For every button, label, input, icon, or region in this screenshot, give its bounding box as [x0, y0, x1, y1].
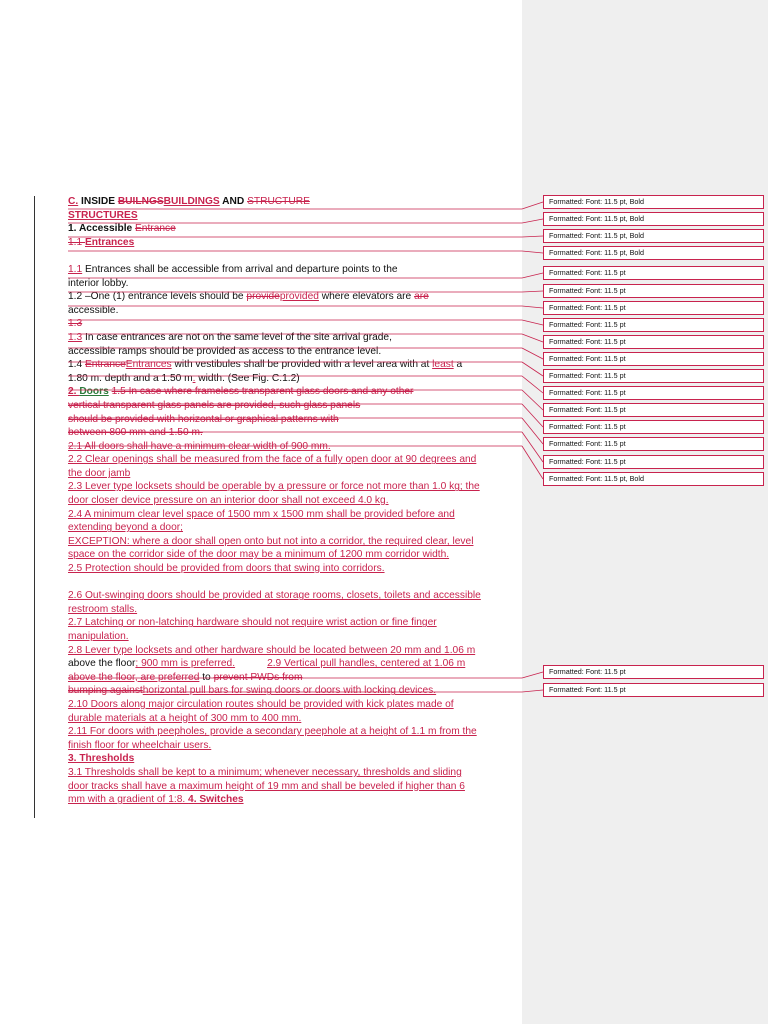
document-line	[68, 209, 518, 223]
document-line	[68, 494, 518, 508]
text-run: space on the corridor side of the door may be a minimum of 1200 mm corridor width.	[68, 549, 450, 561]
text-run: BUILDINGS	[163, 196, 220, 207]
text-run: durable materials at a height of 300 mm to 400 mm.	[68, 712, 302, 724]
text-run: prevent PWDs from	[213, 671, 303, 683]
document-line	[68, 385, 518, 399]
text-run: 2.	[68, 386, 80, 398]
text-run: 1.4	[68, 359, 85, 371]
document-line	[68, 399, 518, 413]
text-run: are	[414, 291, 429, 303]
document-line	[68, 440, 518, 454]
document-line	[68, 698, 518, 712]
text-run: INSIDE	[78, 196, 118, 207]
text-run: BUILNGS	[117, 196, 164, 207]
document-line	[68, 535, 518, 549]
text-run: should be provided with horizontal or graphical patterns with	[68, 413, 339, 425]
formatting-comment-balloon[interactable]: Formatted: Font: 11.5 pt, Bold	[543, 246, 764, 260]
document-line	[68, 331, 518, 345]
document-line	[68, 263, 518, 277]
text-run: 2.2 Clear openings shall be measured from the face of a fully open door at 90 degrees and	[68, 454, 477, 466]
text-run: mm with a gradient of 1:8.	[68, 794, 189, 806]
text-run: 2.9 Vertical pull handles, centered at 1.06 m	[267, 658, 466, 670]
formatting-comment-balloon[interactable]: Formatted: Font: 11.5 pt	[543, 403, 764, 417]
text-run: Entrance	[85, 359, 126, 371]
text-run: manipulation.	[68, 631, 129, 642]
text-run: ; 900 mm is preferred.	[135, 658, 236, 670]
document-line	[68, 413, 518, 427]
document-line	[68, 317, 518, 331]
formatting-comment-balloon[interactable]: Formatted: Font: 11.5 pt	[543, 455, 764, 469]
document-line	[68, 290, 518, 304]
text-run: the door jamb	[68, 467, 131, 479]
text-run: vertical transparent glass panels are provided, such glass panels	[68, 399, 361, 411]
formatting-comment-balloon[interactable]: Formatted: Font: 11.5 pt	[543, 386, 764, 400]
text-run: 2.3 Lever type locksets should be operable by a pressure or force not more than 1.0 kg; the	[68, 481, 480, 493]
document-line	[68, 752, 518, 766]
document-line	[68, 562, 518, 576]
text-run: with vestibules shall be provided with a level area with at	[171, 359, 433, 371]
text-run: restroom stalls.	[68, 603, 138, 615]
text-run: 3.1 Thresholds shall be kept to a minimum; whenever necessary, thresholds and sliding	[68, 766, 462, 778]
document-line	[68, 358, 518, 372]
document-line	[68, 195, 518, 209]
text-run: 1.3	[68, 318, 83, 330]
text-run: In case entrances are not on the same level of the site arrival grade,	[82, 331, 392, 343]
text-run: C.	[68, 196, 79, 207]
formatting-comment-balloon[interactable]: Formatted: Font: 11.5 pt	[543, 352, 764, 366]
text-run: Entrances	[85, 236, 135, 248]
document-body[interactable]	[68, 195, 518, 807]
text-run: 1.2 –One (1) entrance levels should be	[68, 291, 247, 303]
text-run: 1.1	[68, 263, 83, 275]
text-run: to	[199, 671, 214, 683]
document-line	[68, 616, 518, 630]
text-run: STRUCTURE	[247, 196, 310, 207]
text-run: 1. Accessible	[68, 223, 136, 235]
text-run: a	[453, 359, 463, 371]
formatting-comment-balloon[interactable]: Formatted: Font: 11.5 pt	[543, 266, 764, 280]
text-run: bumping against	[68, 685, 143, 697]
document-line	[68, 644, 518, 658]
document-line	[68, 793, 518, 807]
document-line	[68, 508, 518, 522]
text-run: door tracks shall have a maximum height of 19 mm and shall be beveled if higher than 6	[68, 780, 465, 792]
document-line	[68, 426, 518, 440]
text-run: 3. Thresholds	[68, 753, 135, 765]
text-run: Entrances shall be accessible from arrival and departure points to the	[82, 263, 398, 275]
text-run: 2.4 A minimum clear level space of 1500 mm x 1500 mm shall be provided before and	[68, 508, 455, 520]
document-line	[68, 780, 518, 794]
text-run: finish floor for wheelchair users.	[68, 739, 212, 751]
text-run: 1.1	[68, 236, 85, 248]
document-line	[68, 603, 518, 617]
text-run: 1.80 m. depth and a 1.50 m	[68, 372, 193, 384]
formatting-comment-balloon[interactable]: Formatted: Font: 11.5 pt, Bold	[543, 472, 764, 486]
formatting-comment-balloon[interactable]: Formatted: Font: 11.5 pt, Bold	[543, 195, 764, 209]
text-run: Doors	[79, 386, 109, 398]
document-line	[68, 684, 518, 698]
document-line	[68, 304, 518, 318]
text-run: 1.3	[68, 331, 83, 343]
document-line	[68, 236, 518, 250]
document-line	[68, 345, 518, 359]
text-run: 2.10 Doors along major circulation routes should be provided with kick plates made of	[68, 698, 454, 710]
formatting-comment-balloon[interactable]: Formatted: Font: 11.5 pt	[543, 318, 764, 332]
text-run: above the floor, are preferred	[68, 671, 200, 683]
text-run: interior lobby.	[68, 277, 129, 289]
formatting-comment-balloon[interactable]: Formatted: Font: 11.5 pt	[543, 284, 764, 298]
blank-line	[68, 576, 518, 590]
text-run: extending beyond a door;	[68, 522, 183, 534]
text-run: door closer device pressure on an interior door shall not exceed 4.0 kg.	[68, 495, 389, 507]
document-line	[68, 480, 518, 494]
formatting-comment-balloon[interactable]: Formatted: Font: 11.5 pt	[543, 335, 764, 349]
document-line	[68, 725, 518, 739]
formatting-comment-balloon[interactable]: Formatted: Font: 11.5 pt, Bold	[543, 212, 764, 226]
text-run: provide	[246, 291, 280, 303]
text-run: 2.7 Latching or non-latching hardware should not require wrist action or fine finger	[68, 617, 437, 629]
document-line	[68, 739, 518, 753]
formatting-comment-balloon[interactable]: Formatted: Font: 11.5 pt, Bold	[543, 229, 764, 243]
document-line	[68, 467, 518, 481]
text-run: above the floor	[68, 658, 136, 670]
text-run: width. (See Fig. C.1.2)	[195, 372, 300, 384]
document-line	[68, 277, 518, 291]
text-run: least	[432, 359, 454, 371]
text-run: where elevators are	[318, 291, 415, 303]
text-run: 2.8 Lever type locksets and other hardware should be located between 20 mm and 1.06 m	[68, 644, 476, 656]
text-run: 2.5 Protection should be provided from doors that swing into corridors.	[68, 563, 385, 575]
text-run: between 800 mm and 1.50 m.	[68, 427, 203, 439]
document-line	[68, 222, 518, 236]
document-line	[68, 548, 518, 562]
formatting-comment-balloon[interactable]: Formatted: Font: 11.5 pt	[543, 665, 764, 679]
text-run: Entrances	[125, 359, 172, 371]
document-line	[68, 521, 518, 535]
formatting-comment-balloon[interactable]: Formatted: Font: 11.5 pt	[543, 369, 764, 383]
change-bar	[34, 196, 35, 818]
text-run: AND	[219, 196, 248, 207]
text-run: .	[192, 372, 196, 384]
text-run: 4. Switches	[188, 794, 244, 806]
document-line	[68, 657, 518, 671]
document-line	[68, 589, 518, 603]
markup-margin-pane	[522, 0, 768, 1024]
document-line	[68, 630, 518, 644]
text-run: EXCEPTION: where a door shall open onto but not into a corridor, the required clear, level	[68, 535, 474, 547]
formatting-comment-balloon[interactable]: Formatted: Font: 11.5 pt	[543, 437, 764, 451]
document-line	[68, 372, 518, 386]
text-run: STRUCTURES	[68, 209, 138, 221]
document-line	[68, 766, 518, 780]
text-run: 2.6 Out-swinging doors should be provided at storage rooms, closets, toilets and accessible	[68, 590, 481, 602]
formatting-comment-balloon[interactable]: Formatted: Font: 11.5 pt	[543, 301, 764, 315]
text-run: horizontal pull bars for swing doors or doors with locking devices.	[142, 685, 437, 697]
formatting-comment-balloon[interactable]: Formatted: Font: 11.5 pt	[543, 683, 764, 697]
document-line	[68, 712, 518, 726]
text-run: 1.5 In case where frameless transparent glass doors and any other	[111, 386, 414, 398]
text-run: provided	[279, 291, 319, 303]
text-run: accessible ramps should be provided as access to the entrance level.	[68, 345, 382, 357]
text-run: Entrance	[135, 223, 176, 235]
blank-line	[68, 249, 518, 263]
text-run: accessible.	[68, 304, 119, 316]
document-line	[68, 453, 518, 467]
text-run: 2.1 All doors shall have a minimum clear width of 900 mm.	[68, 440, 331, 452]
document-line	[68, 671, 518, 685]
text-run: 2.11 For doors with peepholes, provide a secondary peephole at a height of 1.1 m from the	[68, 726, 477, 738]
formatting-comment-balloon[interactable]: Formatted: Font: 11.5 pt	[543, 420, 764, 434]
